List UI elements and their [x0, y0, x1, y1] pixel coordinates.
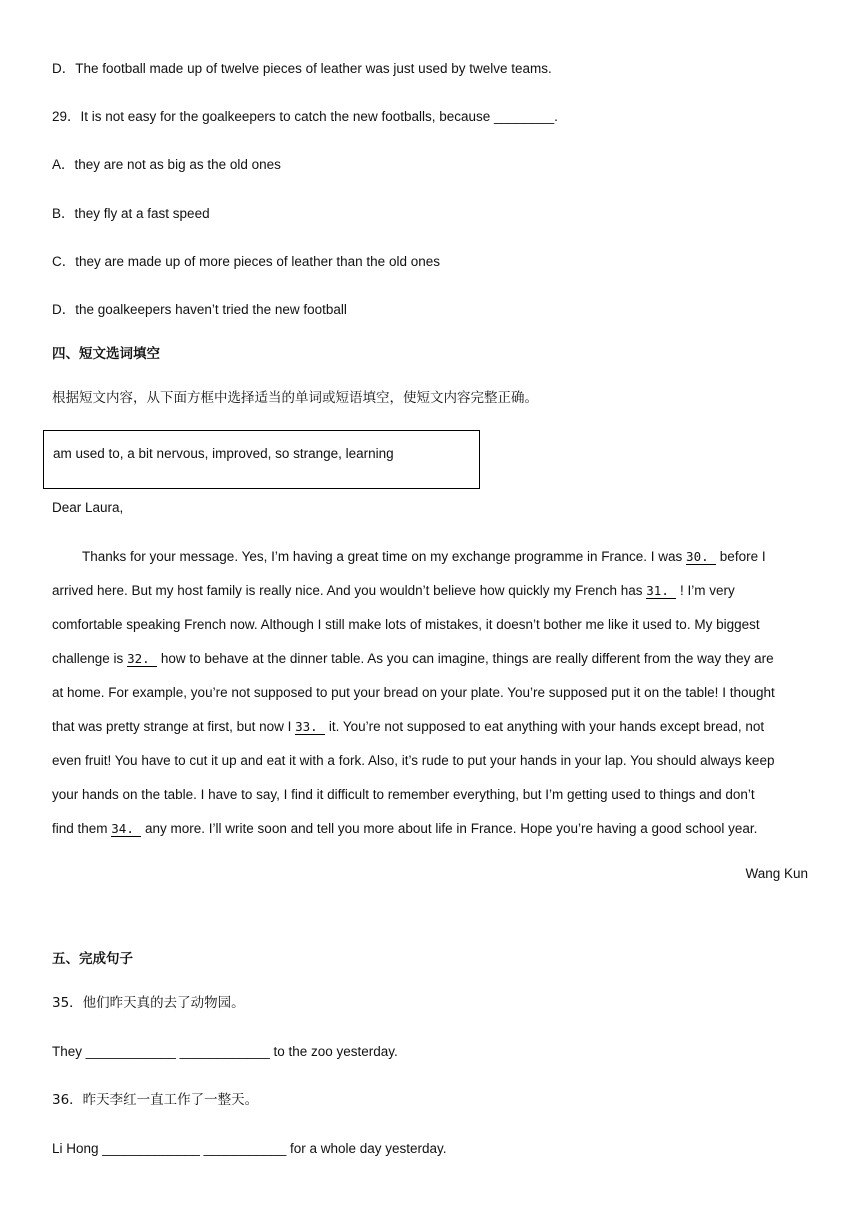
- letter-line: that was pretty strange at first, but now I 33. it. You’re not supposed to eat anything with your hands except bread, not: [52, 719, 765, 734]
- blank-30[interactable]: 30.: [686, 549, 716, 565]
- section4-instruction: 根据短文内容，从下面方框中选择适当的单词或短语填空，使短文内容完整正确。: [52, 390, 538, 406]
- blank-33[interactable]: 33.: [295, 719, 325, 735]
- letter-signature: Wang Kun: [745, 866, 808, 881]
- q29-option-a: A．they are not as big as the old ones: [52, 157, 281, 172]
- letter-line: comfortable speaking French now. Although I still make lots of mistakes, it doesn’t bother me like it used to. My biggest: [52, 617, 760, 632]
- letter-greeting: Dear Laura,: [52, 500, 124, 515]
- blank-34[interactable]: 34.: [111, 821, 141, 837]
- q29-stem: 29．It is not easy for the goalkeepers to catch the new footballs, because ________.: [52, 109, 558, 124]
- letter-line: challenge is 32. how to behave at the dinner table. As you can imagine, things are really different from the way they are: [52, 651, 774, 666]
- word-box: [43, 430, 480, 489]
- q35-sentence[interactable]: They ____________ ____________ to the zoo yesterday.: [52, 1044, 398, 1059]
- q36-sentence[interactable]: Li Hong _____________ ___________ for a whole day yesterday.: [52, 1141, 447, 1156]
- letter-line: your hands on the table. I have to say, I find it difficult to remember everything, but I’m getting used to things and don’t: [52, 787, 755, 802]
- section4-heading: 四、短文选词填空: [52, 346, 160, 362]
- q29-option-c: C．they are made up of more pieces of leather than the old ones: [52, 254, 440, 269]
- section5-heading: 五、完成句子: [52, 951, 133, 967]
- word-box-text: am used to, a bit nervous, improved, so strange, learning: [53, 446, 394, 461]
- q29-option-b: B．they fly at a fast speed: [52, 206, 210, 221]
- letter-line: find them 34. any more. I’ll write soon and tell you more about life in France. Hope you’re having a good school year.: [52, 821, 758, 836]
- blank-32[interactable]: 32.: [127, 651, 157, 667]
- letter-line: at home. For example, you’re not supposed to put your bread on your plate. You’re supposed put it on the table! I thought: [52, 685, 775, 700]
- q36-chinese: 36．昨天李红一直工作了一整天。: [52, 1092, 259, 1108]
- letter-line: arrived here. But my host family is really nice. And you wouldn’t believe how quickly my French has 31. ! I’m very: [52, 583, 735, 598]
- q35-chinese: 35．他们昨天真的去了动物园。: [52, 995, 245, 1011]
- blank-31[interactable]: 31.: [646, 583, 676, 599]
- letter-line: even fruit! You have to cut it up and eat it with a fork. Also, it’s rude to put your hands in your lap. You should always keep: [52, 753, 775, 768]
- letter-line: Thanks for your message. Yes, I’m having a great time on my exchange programme in France. I was 30. before I: [82, 549, 766, 564]
- q29-option-d: D．the goalkeepers haven’t tried the new football: [52, 302, 347, 317]
- q28-option-d: D．The football made up of twelve pieces of leather was just used by twelve teams.: [52, 61, 552, 76]
